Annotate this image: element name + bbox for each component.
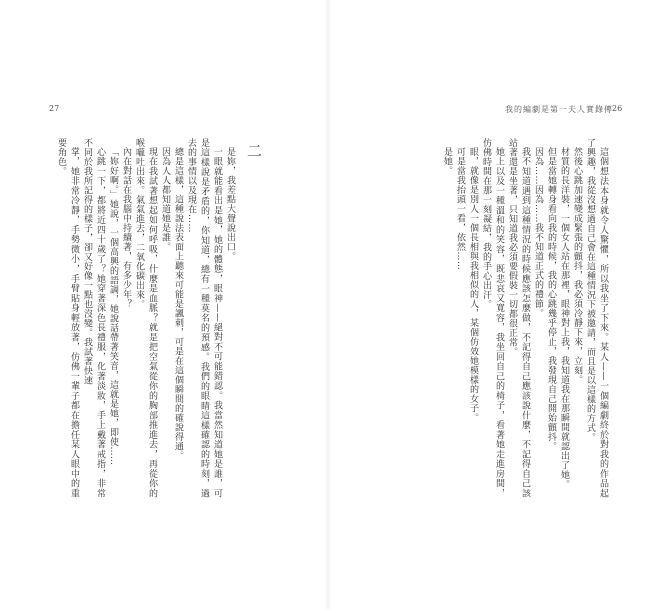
paragraph: 內在對話在我腦中持續著，有多少年？: [121, 147, 131, 309]
paragraph: 然後心跳加速變成緊張的顫抖，我必須冷靜下來，立刻。: [572, 147, 582, 385]
paragraph: 「妳好啊。」她說，一個高興的語調，她說話帶著笑音，這就是她，即使……: [108, 147, 118, 466]
paragraph: 總是這樣，這種說法表面上聽來可能是諷刺，可是在這個瞬間的確說得通。: [173, 147, 183, 461]
paragraph: 眼，就像是別人一個長相與我相似的人，某個仿效她模樣的女子。: [468, 147, 478, 423]
paragraph: 掌，她非常冷靜，手勢微小，手臂貼身輕放著，仿佛一輩子都在擔任某人眼中的重要角色。: [56, 138, 79, 498]
paragraph: 心跳一下，都將近四十歲了？她穿著深色長禮服，化著淡妝，手上戴著戒指，非常不同於我所記得的樣子，卻又好像一點也沒變。我試著快速: [82, 138, 105, 498]
paragraph: 材質的長洋裝，一個女人站在那裡，眼神對上我，我知道我在那瞬間就認出了她。: [559, 147, 569, 489]
right-page-number: 26: [612, 104, 623, 113]
paragraph: 這個想法本身就令人驚懼，所以我坐了下來。某人——一個編劇終於對我的作品起了興趣，我從沒想過自己會在這種情況下被邀請，而且是以這樣的方式。: [585, 138, 608, 498]
paragraph: 她上以及一種溫和的笑容，既悲哀又寬容，我坐回自己的椅子，看著她走進房間，仿佛時間在那一刻凝結，我的手心出汗。: [481, 138, 504, 498]
page-gutter: [325, 0, 331, 609]
paragraph: 因為人人都知道她是誰。: [160, 147, 170, 252]
paragraph: 我不知道遇到這種情況的時候應該怎麼做，不記得自己應該說什麼，不記得自己該站著還是坐著，只知道我必須要假裝一切都很正常。: [507, 138, 530, 498]
left-page-number: 27: [49, 104, 60, 113]
paragraph: 是她。: [442, 147, 452, 176]
right-page-body: [372, 138, 609, 498]
paragraph: 是妳，我差點大聲說出口。: [225, 147, 235, 261]
paragraph: 可是當我抬頭一看，依然……: [455, 147, 465, 271]
chapter-heading: 二: [247, 142, 265, 160]
paragraph: 一眼就能看出是她，她的體態，眼神——絕對不可能錯認。我當然知道她是誰，可是這樣說是矛盾的，你知道，總有一種莫名的預感。我們的眼睛這樣確認的時刻，過去的事情以及現在……: [186, 138, 222, 498]
paragraph: 因為……因為……我不知道正式的禮節。: [533, 147, 543, 318]
running-head: 我的編劇是第一夫人實錄傳: [505, 105, 613, 114]
left-page-body: [49, 138, 236, 498]
paragraph: 現在我試著想起如何呼吸，什麼是血脈？就是把空氣從你的胸部推進去，再從你的喉嚨吐出來。氣氣進去，二氧化碳出來。: [134, 138, 157, 498]
paragraph: 但是當她轉身看向我的時候，我的心跳幾乎停止，我發現自己開始顫抖。: [546, 147, 556, 451]
